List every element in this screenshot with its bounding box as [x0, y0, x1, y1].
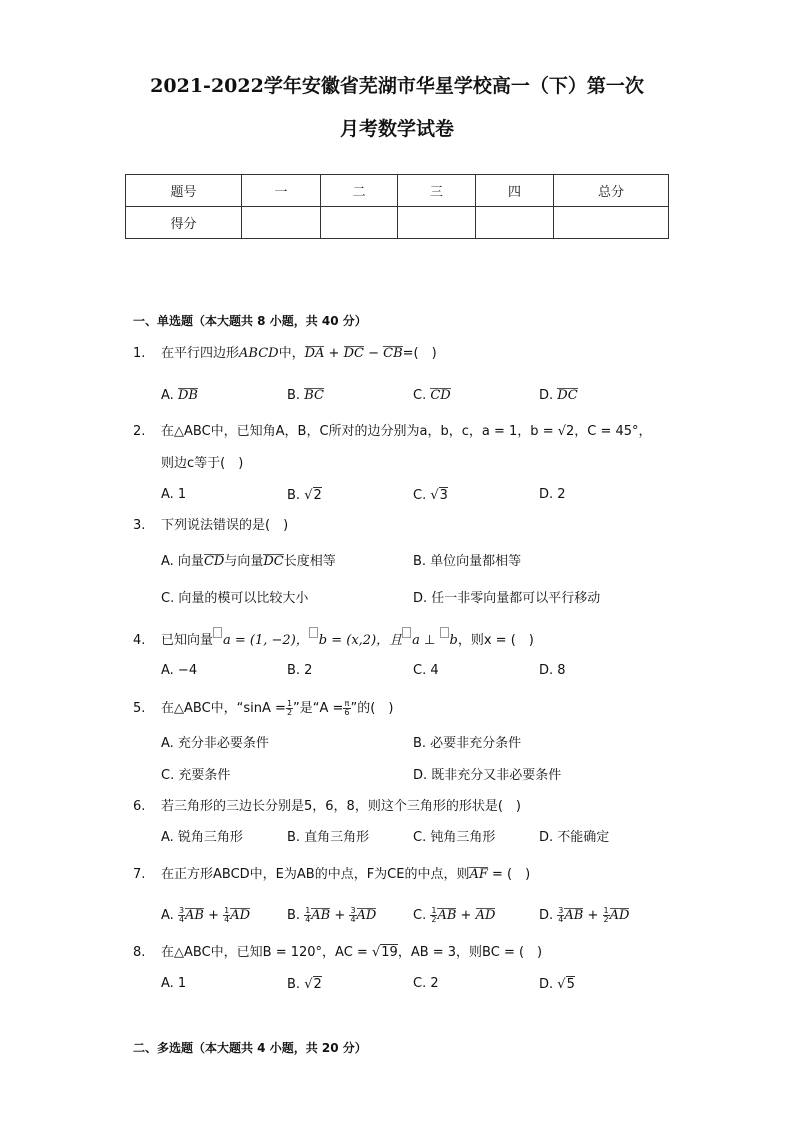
- q7-option-d[interactable]: [539, 907, 629, 924]
- opt-label: A.: [161, 388, 174, 403]
- q-text: 在△ABC中，“sinA =: [161, 701, 286, 716]
- question-2: [133, 424, 652, 440]
- sqrt-sign: √: [430, 488, 439, 503]
- q-op: −: [368, 346, 380, 361]
- denominator: 4: [350, 915, 356, 924]
- q-math: a = (1, −2)，: [223, 633, 309, 648]
- question-8: [133, 944, 542, 961]
- q1-option-a[interactable]: [161, 388, 198, 404]
- vector: CD: [430, 388, 451, 403]
- score-cell: [554, 207, 669, 239]
- radicand: 19: [381, 945, 398, 960]
- opt-label: B.: [287, 908, 301, 923]
- denominator: 4: [224, 915, 230, 924]
- score-table-row: [126, 207, 669, 239]
- q6-option-a[interactable]: A. 锐角三角形: [161, 830, 243, 845]
- score-header-cell: 总分: [554, 175, 669, 207]
- q-text: ，则x = ( ): [457, 633, 534, 648]
- q-op: +: [334, 908, 346, 923]
- q4-option-a[interactable]: A. −4: [161, 663, 198, 678]
- score-header-cell: 四: [476, 175, 554, 207]
- question-1: [133, 346, 437, 362]
- sqrt-sign: √: [304, 977, 313, 992]
- question-7: [133, 867, 530, 883]
- opt-label: B.: [287, 488, 301, 503]
- vector-arrow-icon: [440, 627, 449, 638]
- q-op: +: [208, 908, 220, 923]
- opt-label: D.: [539, 388, 554, 403]
- question-number: 1.: [133, 346, 146, 361]
- q8-option-a[interactable]: A. 1: [161, 976, 187, 991]
- vector-arrow-icon: [402, 627, 411, 638]
- numerator: 1: [305, 906, 311, 915]
- vector: AF: [469, 867, 488, 882]
- vector: AD: [230, 908, 251, 923]
- numerator: 3: [558, 906, 564, 915]
- q-text: =( ): [402, 346, 437, 361]
- radicand: 3: [439, 488, 448, 503]
- q1-option-d[interactable]: [539, 388, 578, 404]
- q6-option-b[interactable]: B. 直角三角形: [287, 830, 370, 845]
- q5-option-c[interactable]: C. 充要条件: [161, 768, 231, 783]
- q-math: b: [449, 633, 458, 648]
- opt-label: B.: [287, 977, 301, 992]
- numerator: 1: [603, 906, 609, 915]
- numerator: 1: [431, 906, 437, 915]
- question-number: 7.: [133, 867, 146, 882]
- vector: AB: [564, 908, 584, 923]
- q-text: 中，: [278, 346, 305, 361]
- q3-option-a[interactable]: [161, 554, 336, 570]
- q1-option-b[interactable]: [287, 388, 324, 404]
- q2-option-c[interactable]: [413, 487, 448, 504]
- q-math: b = (x,2)，且: [318, 633, 403, 648]
- section-heading-single-choice: 一、单选题（本大题共 8 小题，共 40 分）: [133, 314, 367, 328]
- q7-option-c[interactable]: [413, 907, 495, 924]
- vector-arrow-icon: [213, 627, 222, 638]
- opt-text: A. 向量: [161, 554, 204, 569]
- q-text: 若三角形的三边长分别是5，6，8，则这个三角形的形状是( ): [161, 799, 521, 814]
- q3-option-c[interactable]: C. 向量的模可以比较大小: [161, 591, 309, 606]
- sqrt-sign: √: [557, 977, 566, 992]
- denominator: 2: [431, 915, 437, 924]
- q-text: ”是“A =: [293, 701, 344, 716]
- q-text: ”的( ): [350, 701, 394, 716]
- q7-option-b[interactable]: [287, 907, 376, 924]
- sqrt-sign: √: [371, 945, 381, 960]
- vector: AD: [609, 908, 630, 923]
- vector: DC: [343, 346, 364, 361]
- q2-option-a[interactable]: A. 1: [161, 487, 187, 502]
- denominator: 6: [344, 708, 350, 717]
- section-heading-multiple-choice: 二、多选题（本大题共 4 小题，共 20 分）: [133, 1041, 367, 1055]
- question-number: 2.: [133, 424, 146, 439]
- question-3: [133, 518, 288, 534]
- score-row-label: 得分: [126, 207, 242, 239]
- vector-arrow-icon: [309, 627, 318, 638]
- radicand: 2: [313, 488, 322, 503]
- q5-option-d[interactable]: D. 既非充分又非必要条件: [413, 768, 562, 783]
- q3-option-b[interactable]: B. 单位向量都相等: [413, 554, 522, 569]
- q8-option-b[interactable]: [287, 976, 322, 993]
- q-text: 下列说法错误的是( ): [161, 518, 289, 533]
- vector: AB: [437, 908, 457, 923]
- vector: CD: [203, 554, 225, 569]
- question-6: [133, 799, 521, 815]
- q3-option-d[interactable]: D. 任一非零向量都可以平行移动: [413, 591, 601, 606]
- q-text: = ( ): [492, 867, 531, 882]
- denominator: 4: [305, 915, 311, 924]
- opt-label: D.: [539, 977, 554, 992]
- opt-text: 长度相等: [283, 554, 336, 569]
- q1-option-c[interactable]: [413, 388, 451, 404]
- numerator: 1: [224, 906, 230, 915]
- q6-option-d[interactable]: D. 不能确定: [539, 830, 610, 845]
- opt-label: A.: [161, 908, 174, 923]
- question-4: [133, 627, 534, 649]
- question-number: 5.: [133, 701, 146, 716]
- q-text: 在△ABC中，已知角A，B，C所对的边分别为a，b，c，a = 1，b = √2，C = 45°，: [161, 424, 652, 439]
- q-text: 在平行四边形: [161, 346, 240, 361]
- denominator: 2: [286, 708, 293, 717]
- q-op: +: [328, 346, 340, 361]
- fraction: [343, 700, 350, 717]
- opt-label: B.: [287, 388, 301, 403]
- q2-option-d[interactable]: D. 2: [539, 487, 566, 502]
- numerator: 3: [178, 906, 185, 915]
- q-op: ⊥: [424, 633, 436, 648]
- q8-option-c[interactable]: C. 2: [413, 976, 439, 991]
- vector: AB: [311, 908, 331, 923]
- opt-label: C.: [413, 388, 427, 403]
- q5-option-b[interactable]: B. 必要非充分条件: [413, 736, 522, 751]
- fraction: [178, 907, 185, 924]
- vector: DB: [177, 388, 198, 403]
- numerator: 3: [350, 906, 356, 915]
- q-text: 已知向量: [161, 633, 214, 648]
- opt-label: D.: [539, 908, 554, 923]
- q7-option-a[interactable]: [161, 907, 250, 924]
- q4-option-c[interactable]: C. 4: [413, 663, 439, 678]
- score-cell: [398, 207, 476, 239]
- question-5: [133, 700, 393, 717]
- opt-label: C.: [413, 908, 427, 923]
- opt-label: C.: [413, 488, 427, 503]
- numerator: 1: [286, 699, 293, 708]
- vector: DC: [557, 388, 578, 403]
- denominator: 4: [178, 915, 185, 924]
- q8-option-d[interactable]: [539, 976, 575, 993]
- q4-option-b[interactable]: B. 2: [287, 663, 313, 678]
- q-math: a: [412, 633, 420, 648]
- question-number: 8.: [133, 945, 146, 960]
- fraction: [603, 907, 610, 924]
- score-header-cell: 题号: [126, 175, 242, 207]
- q-op: +: [460, 908, 472, 923]
- q2-option-b[interactable]: [287, 487, 322, 504]
- vector: AD: [475, 908, 496, 923]
- score-header-cell: 二: [321, 175, 398, 207]
- score-header-cell: 一: [242, 175, 321, 207]
- score-header-cell: 三: [398, 175, 476, 207]
- sqrt-sign: √: [304, 488, 313, 503]
- score-table: [125, 174, 669, 239]
- exam-title-line2: 月考数学试卷: [339, 118, 454, 140]
- exam-title-line1: 2021-2022学年安徽省芜湖市华星学校高一（下）第一次: [150, 75, 644, 97]
- vector: AB: [185, 908, 204, 923]
- q-text: 在△ABC中，已知B = 120°，AC =: [161, 945, 368, 960]
- score-table-header-row: [126, 175, 669, 207]
- q5-option-a[interactable]: A. 充分非必要条件: [161, 736, 269, 751]
- score-cell: [321, 207, 398, 239]
- q-math: ABCD: [239, 346, 279, 361]
- vector: CB: [383, 346, 403, 361]
- question-2-line2: 则边c等于( ): [161, 456, 244, 471]
- fraction: [286, 700, 293, 717]
- radicand: 5: [566, 977, 575, 992]
- score-cell: [242, 207, 321, 239]
- score-cell: [476, 207, 554, 239]
- vector: AD: [356, 908, 377, 923]
- radicand: 2: [313, 977, 322, 992]
- opt-text: 与向量: [224, 554, 264, 569]
- denominator: 2: [603, 915, 609, 924]
- q-text: ，AB = 3，则BC = ( ): [397, 945, 543, 960]
- q-op: +: [587, 908, 599, 923]
- question-number: 4.: [133, 633, 146, 648]
- q6-option-c[interactable]: C. 钝角三角形: [413, 830, 496, 845]
- question-number: 3.: [133, 518, 146, 533]
- question-number: 6.: [133, 799, 146, 814]
- vector: DC: [263, 554, 284, 569]
- denominator: 4: [558, 915, 564, 924]
- numerator: π: [344, 699, 350, 708]
- fraction: [349, 907, 356, 924]
- vector: DA: [304, 346, 325, 361]
- q-text: 在正方形ABCD中，E为AB的中点，F为CE的中点，则: [161, 867, 470, 882]
- q4-option-d[interactable]: D. 8: [539, 663, 566, 678]
- vector: BC: [304, 388, 324, 403]
